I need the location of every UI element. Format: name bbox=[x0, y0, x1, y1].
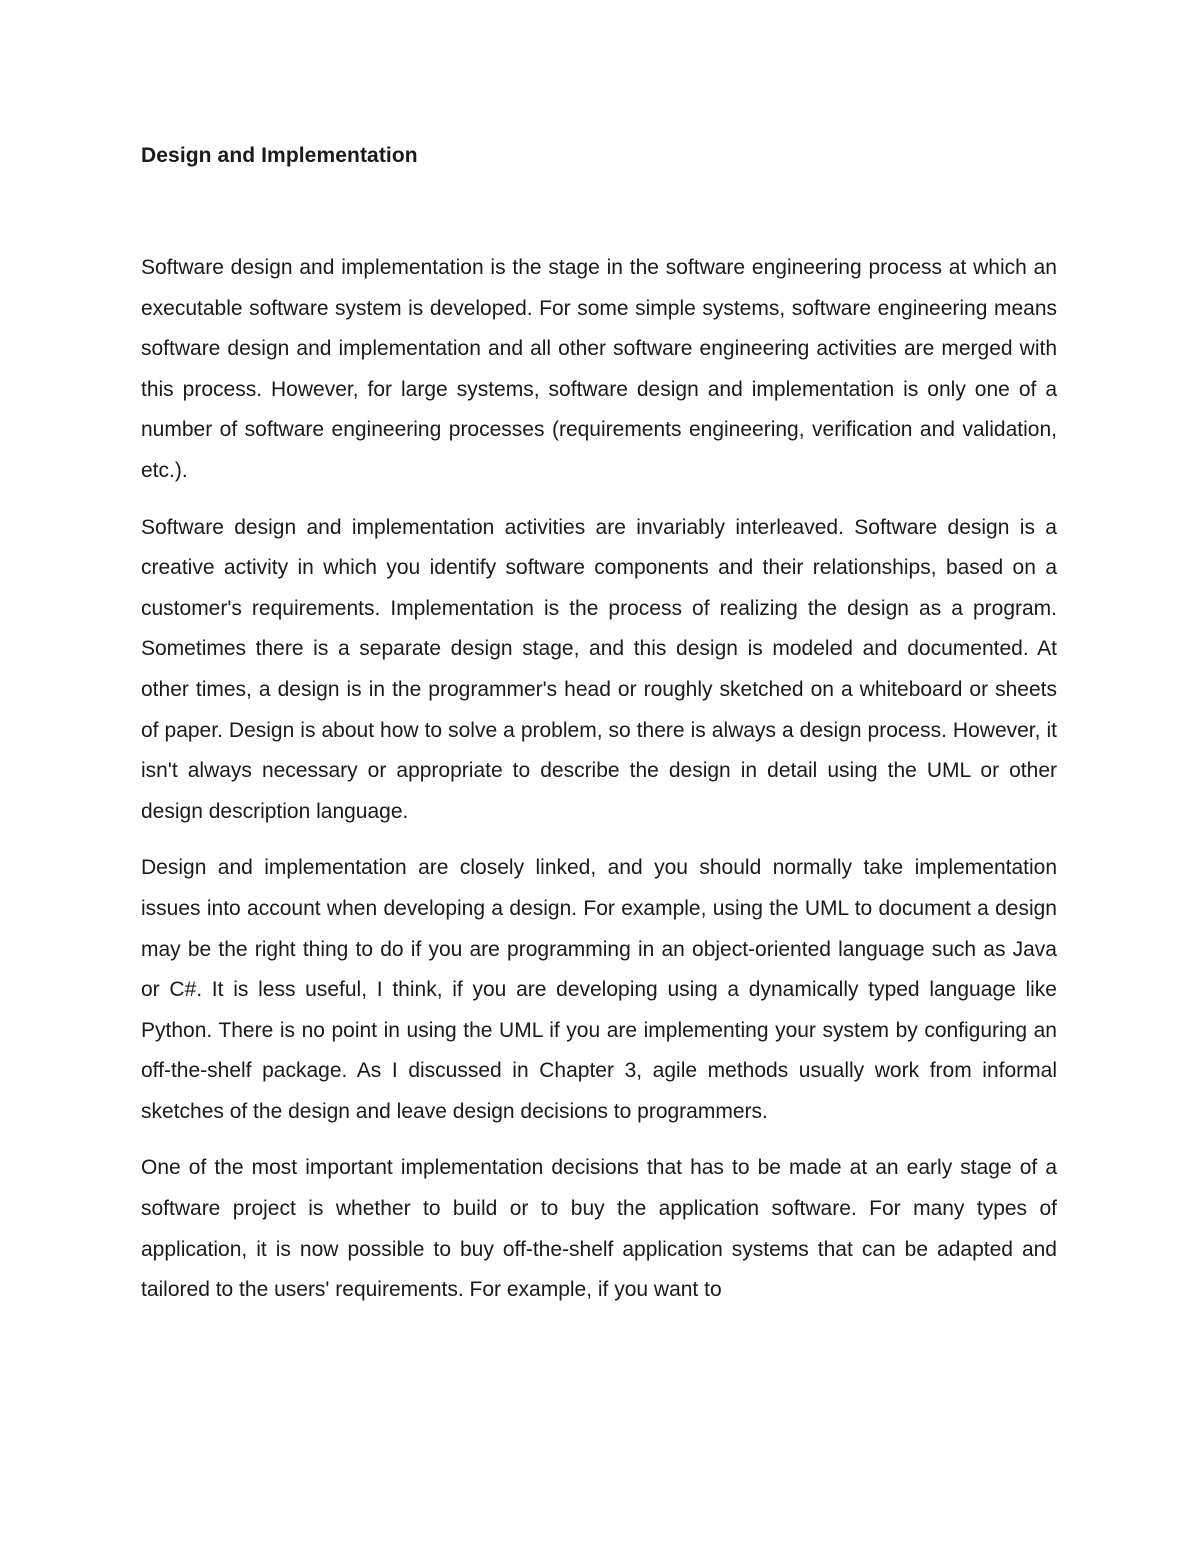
paragraph-4: One of the most important implementation decisions that has to be made at an early stage of a software project is whether to build or to buy the application software. For many types of application, it is now possible to buy off-the-shelf application systems that can be adapted and tailored to the users' requirements. For example, if you want to bbox=[141, 1156, 1057, 1302]
paragraph-3: Design and implementation are closely linked, and you should normally take implementation issues into account when developing a design. For example, using the UML to document a design may be the right thing to do if you are programming in an object-oriented language such as Java or C#. It is less useful, I think, if you are developing using a dynamically typed language like Python. There is no point in using the UML if you are implementing your system by configuring an off-the-shelf package. As I discussed in Chapter 3, agile methods usually work from informal sketches of the design and leave design decisions to programmers. bbox=[141, 856, 1057, 1123]
document-title: Design and Implementation bbox=[141, 144, 418, 167]
paragraph-2: Software design and implementation activities are invariably interleaved. Software design is a creative activity in which you identify software components and their relationships, based on a customer's requirements. Implementation is the process of realizing the design as a program. Sometimes there is a separate design stage, and this design is modeled and documented. At other times, a design is in the programmer's head or roughly sketched on a whiteboard or sheets of paper. Design is about how to solve a problem, so there is always a design process. However, it isn't always necessary or appropriate to describe the design in detail using the UML or other design description language. bbox=[141, 515, 1057, 823]
paragraph-1: Software design and implementation is the stage in the software engineering process at which an executable software system is developed. For some simple systems, software engineering means software design and implementation and all other software engineering activities are merged with this process. However, for large systems, software design and implementation is only one of a number of software engineering processes (requirements engineering, verification and validation, etc.). bbox=[141, 256, 1057, 482]
document-body bbox=[141, 248, 1057, 1327]
